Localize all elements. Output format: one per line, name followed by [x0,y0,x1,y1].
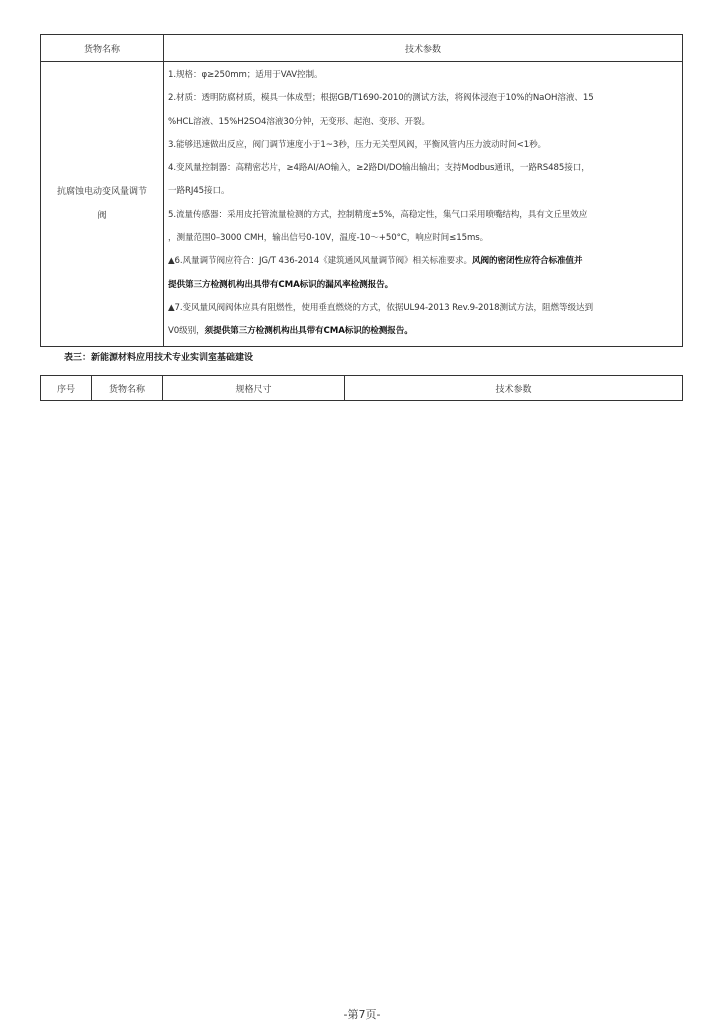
header-size: 规格尺寸 [163,376,345,401]
header-item-name: 货物名称 [92,376,163,401]
header-technical-spec: 技术参数 [345,376,683,401]
section-title: 表三：新能源材料应用技术专业实训室基础建设 [64,353,254,363]
spec-line [168,320,678,343]
table-header-row [41,376,683,401]
header-item-name: 货物名称 [41,35,164,62]
spec-table [40,34,683,347]
spec-bold-text: 须提供第三方检测机构出具带有CMA标识的检测报告。 [204,326,413,337]
spec-line [168,297,678,320]
spec-line [168,204,678,227]
spec-text: %HCL溶液、15%H2SO4溶液30分钟，无变形、起泡、变形、开裂。 [168,116,431,127]
spec-text: 2.材质：透明防腐材质，模具一体成型；根据GB/T1690-2010的测试方法，将阀体浸泡于10%的NaOH溶液、15 [168,93,594,104]
spec-text: V0级别， [168,326,205,337]
spec-line [168,180,678,203]
spec-bold-text: 风阀的密闭性应符合标准值并 [472,256,583,267]
spec-line [168,111,678,134]
spec-text: 3.能够迅速做出反应，阀门调节速度小于1~3秒，压力无关型风阀，平衡风管内压力波动时间<1秒。 [168,139,547,150]
equipment-table [40,375,683,401]
spec-line [168,134,678,157]
page-number: -第7页- [343,1008,381,1021]
spec-bold-text: 提供第三方检测机构出具带有CMA标识的漏风率检测报告。 [168,279,394,290]
spec-text: 5.流量传感器：采用皮托管流量检测的方式，控制精度±5%，高稳定性，集气口采用喷嘴结构，具有文丘里效应 [168,209,588,220]
spec-text: ▲7.变风量风阀阀体应具有阻燃性，使用垂直燃烧的方式，依据UL94-2013 Rev.9-2018测试方法，阻燃等级达到 [168,302,593,313]
item-name-line: 阀 [97,210,107,221]
spec-line [168,274,678,297]
spec-line [168,157,678,180]
item-name-cell [41,62,164,347]
spec-line [168,227,678,250]
item-name-line: 抗腐蚀电动变风量调节 [56,186,147,197]
spec-line [168,87,678,110]
spec-text: ▲6.风量调节阀应符合：JG/T 436-2014《建筑通风风量调节阀》相关标准要求。 [168,256,472,267]
spec-line [168,250,678,273]
spec-cell [164,62,683,347]
spec-text: ，测量范围0–3000 CMH，输出信号0-10V，温度-10～+50°C，响应时间≤15ms。 [168,233,489,244]
header-serial-number: 序号 [41,376,92,401]
spec-text: 1.规格：φ≥250mm；适用于VAV控制。 [168,70,323,80]
table-row [41,62,683,347]
spec-line [168,64,678,87]
spec-text: 一路RJ45接口。 [168,186,230,197]
header-technical-spec: 技术参数 [164,35,683,62]
table-header-row [41,35,683,62]
spec-text: 4.变风量控制器：高精密芯片，≥4路AI/AO输入，≥2路DI/DO输出输出；支持Modbus通讯，一路RS485接口， [168,163,590,174]
